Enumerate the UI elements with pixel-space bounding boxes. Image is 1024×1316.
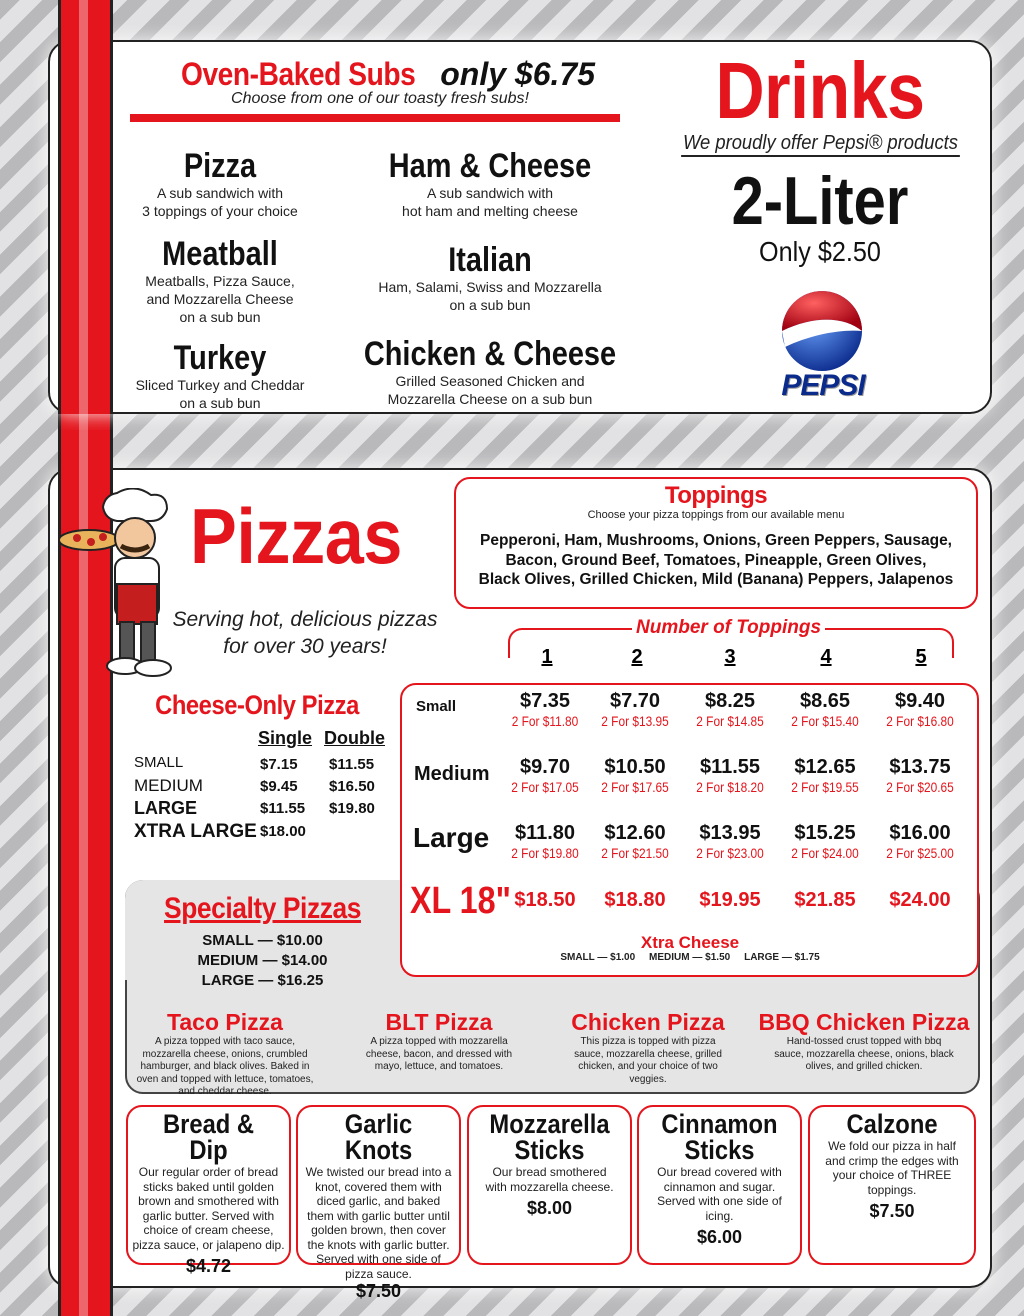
xtra-cheese-heading: Xtra Cheese (640, 933, 740, 952)
specialty-desc: Hand-tossed crust topped with bbq sauce, mozzarella cheese, onions, black olives, and grilled chicken. (774, 1036, 954, 1072)
drinks-price: Only $2.50 (759, 236, 881, 267)
pizzas-heading: Pizzas (190, 492, 402, 580)
side-price: $7.50 (869, 1201, 915, 1221)
specialty-desc: A pizza topped with taco sauce, mozzarella cheese, onions, crumbled hamburger, and black olives. Baked in oven and topped with lettuce, tomatoes, and cheddar cheese. (136, 1036, 314, 1097)
cheese-double-price: $11.55 (329, 756, 375, 773)
two-for-price: 2 For $17.65 (601, 779, 669, 795)
sub-desc: A sub sandwich with 3 toppings of your choice (142, 185, 298, 219)
specialty-desc: This pizza is topped with pizza sauce, mozzarella cheese, grilled chicken, and your choice of two veggies. (574, 1036, 722, 1085)
specialty-heading: Specialty Pizzas (164, 892, 361, 925)
sub-pizza (130, 148, 310, 220)
subs-section (130, 56, 630, 122)
price-cell (777, 756, 873, 796)
price-value: $24.00 (889, 889, 951, 911)
specialty-chicken (543, 1010, 753, 1086)
price-cell (587, 690, 683, 730)
price-cell (497, 690, 593, 730)
pepsi-wordmark: PEPSI (781, 369, 865, 402)
side-price: $8.00 (526, 1198, 573, 1218)
side-mozzarella-sticks (467, 1105, 632, 1265)
pepsi-logo (760, 285, 884, 405)
row-label-small: Small (416, 698, 457, 715)
price-cell (682, 822, 778, 862)
two-for-price: 2 For $25.00 (886, 845, 954, 861)
price-cell (497, 889, 593, 912)
price-value: $7.35 (519, 690, 571, 712)
col-header-2: 2 (631, 646, 643, 668)
subs-tagline: Choose from one of our toasty fresh subs! (231, 90, 529, 107)
drinks-tagline: We proudly offer Pepsi® products (681, 132, 960, 157)
xtra-cheese (420, 934, 960, 963)
cheese-double-price: $19.80 (329, 800, 375, 817)
side-desc: We fold our pizza in half and crimp the edges with your choice of THREE toppings. (825, 1139, 959, 1197)
subs-price: only $6.75 (440, 56, 595, 92)
price-value: $8.65 (799, 690, 851, 712)
red-side-bar-overlay (58, 0, 113, 414)
two-for-price: 2 For $16.80 (886, 713, 954, 729)
subs-underline (130, 114, 620, 122)
price-cell (682, 756, 778, 796)
toppings-list: Pepperoni, Ham, Mushrooms, Onions, Green Peppers, Sausage, Bacon, Ground Beef, Tomatoes, Pineapple, Green Olives, Black Olives, Grilled Chicken, Mild (Banana) Peppers, Jalapenos (478, 532, 954, 588)
specialty-bbq-chicken (754, 1010, 974, 1074)
price-value: $15.25 (794, 822, 856, 844)
two-for-price: 2 For $19.80 (511, 845, 579, 861)
price-value: $16.00 (889, 822, 951, 844)
two-for-price: 2 For $17.05 (511, 779, 579, 795)
toppings-subtitle: Choose your pizza toppings from our available menu (587, 509, 845, 521)
cheese-double-price: $16.50 (329, 778, 375, 795)
two-for-price: 2 For $15.40 (791, 713, 859, 729)
side-desc: We twisted our bread into a knot, covered them with diced garlic, and baked them with garlic butter until golden brown, then cover the knots with garlic butter. Served with one side of pizza sauce. (305, 1165, 452, 1281)
two-for-price: 2 For $23.00 (696, 845, 764, 861)
two-for-price: 2 For $20.65 (886, 779, 954, 795)
cheese-only-heading: Cheese-Only Pizza (155, 690, 359, 720)
specialty-blt (334, 1010, 544, 1074)
price-value: $13.95 (699, 822, 761, 844)
two-for-price: 2 For $11.80 (511, 713, 579, 729)
price-cell (682, 889, 778, 912)
cheese-single-price: $11.55 (260, 800, 306, 817)
price-value: $11.55 (699, 756, 761, 778)
price-value: $12.60 (604, 822, 666, 844)
sub-chicken-cheese (340, 336, 640, 408)
xtra-cheese-prices: SMALL — $1.00 MEDIUM — $1.50 LARGE — $1.75 (560, 952, 820, 963)
specialty-price-medium: MEDIUM — $14.00 (197, 952, 328, 969)
side-desc: Our regular order of bread sticks baked until golden brown and smothered with garlic butter. Served with choice of cream cheese, pizza sauce, or jalapeno dip. (132, 1165, 285, 1252)
specialty-taco (120, 1010, 330, 1099)
side-desc: Our bread smothered with mozzarella cheese. (485, 1165, 614, 1194)
side-price: $6.00 (696, 1227, 743, 1247)
price-cell (587, 822, 683, 862)
price-value: $19.95 (699, 889, 761, 911)
side-garlic-knots (296, 1105, 461, 1301)
two-for-price: 2 For $24.00 (791, 845, 859, 861)
cheese-only-section (130, 690, 390, 848)
chef-mascot (55, 488, 185, 688)
price-value: $13.75 (889, 756, 951, 778)
specialty-price-large: LARGE — $16.25 (201, 972, 324, 989)
row-label-medium: Medium (414, 763, 490, 785)
drinks-section (660, 46, 980, 267)
sub-desc: Meatballs, Pizza Sauce, and Mozzarella Cheese on a sub bun (145, 273, 295, 325)
specialty-price-small: SMALL — $10.00 (202, 932, 323, 949)
sub-desc: A sub sandwich with hot ham and melting cheese (402, 185, 578, 219)
side-name: Cinnamon Sticks (661, 1109, 778, 1165)
sub-turkey (125, 340, 315, 412)
price-cell (497, 756, 593, 796)
two-for-price: 2 For $21.50 (601, 845, 669, 861)
two-for-price: 2 For $19.55 (791, 779, 859, 795)
price-cell (682, 690, 778, 730)
price-cell (777, 889, 873, 912)
row-label-large: Large (413, 822, 490, 853)
side-name: Garlic Knots (344, 1109, 413, 1165)
sub-italian (360, 242, 620, 314)
col-header-5: 5 (915, 646, 927, 668)
sub-name: Italian (448, 241, 532, 279)
cheese-single-price: $18.00 (260, 823, 306, 840)
pizzas-tagline: Serving hot, delicious pizzas for over 30 years! (172, 608, 438, 658)
side-calzone (808, 1105, 976, 1265)
price-cell (872, 889, 968, 912)
chef-icon (55, 488, 185, 688)
drinks-heading: Drinks (715, 46, 925, 135)
col-header-1: 1 (541, 646, 553, 668)
price-value: $9.40 (894, 690, 946, 712)
price-cell (872, 690, 968, 730)
side-price: $4.72 (185, 1256, 232, 1276)
price-value: $9.70 (519, 756, 571, 778)
side-price: $7.50 (355, 1281, 402, 1301)
col-header-3: 3 (724, 646, 736, 668)
price-value: $18.80 (604, 889, 666, 911)
cheese-size: XTRA LARGE (134, 821, 257, 842)
specialty-name: Taco Pizza (167, 1009, 283, 1035)
cheese-size: LARGE (134, 798, 197, 818)
col-double: Double (324, 728, 385, 748)
sub-desc: Ham, Salami, Swiss and Mozzarella on a sub bun (378, 279, 602, 313)
col-single: Single (258, 728, 313, 748)
side-name: Bread & Dip (162, 1109, 255, 1165)
price-cell (587, 756, 683, 796)
sub-ham-cheese (360, 148, 620, 220)
specialty-name: Chicken Pizza (571, 1009, 725, 1035)
side-cinnamon-sticks (637, 1105, 802, 1265)
sub-meatball (125, 236, 315, 326)
sub-name: Ham & Cheese (388, 147, 592, 185)
col-header-4: 4 (820, 646, 832, 668)
cheese-size: SMALL (134, 754, 184, 771)
price-value: $12.65 (794, 756, 856, 778)
subs-heading: Oven-Baked Subs (180, 56, 416, 92)
price-cell (872, 822, 968, 862)
price-cell (587, 889, 683, 912)
cheese-size: MEDIUM (134, 776, 203, 795)
toppings-heading: Toppings (664, 482, 768, 509)
price-cell (777, 822, 873, 862)
sub-name: Pizza (183, 147, 257, 185)
side-name: Calzone (846, 1109, 938, 1139)
price-value: $10.50 (604, 756, 666, 778)
price-value: $21.85 (794, 889, 856, 911)
side-name: Mozzarella Sticks (489, 1109, 610, 1165)
two-for-price: 2 For $14.85 (696, 713, 764, 729)
two-for-price: 2 For $18.20 (696, 779, 764, 795)
toppings-box (454, 477, 978, 609)
specialty-desc: A pizza topped with mozzarella cheese, bacon, and dressed with mayo, lettuce, and tomatoes. (365, 1036, 513, 1072)
price-value: $7.70 (609, 690, 661, 712)
drinks-size: 2-Liter (731, 163, 909, 239)
sub-name: Turkey (173, 339, 267, 377)
price-cell (497, 822, 593, 862)
specialty-name: BBQ Chicken Pizza (758, 1009, 970, 1035)
specialty-header (140, 893, 385, 991)
cheese-single-price: $9.45 (260, 778, 298, 795)
cheese-single-price: $7.15 (260, 756, 298, 773)
sub-name: Chicken & Cheese (363, 335, 617, 373)
two-for-price: 2 For $13.95 (601, 713, 669, 729)
row-label-xl: XL 18" (410, 880, 511, 922)
sub-desc: Grilled Seasoned Chicken and Mozzarella Cheese on a sub bun (387, 373, 593, 407)
sub-name: Meatball (162, 235, 278, 273)
side-bread-dip (126, 1105, 291, 1276)
price-cell (777, 690, 873, 730)
price-cell (872, 756, 968, 796)
sub-desc: Sliced Turkey and Cheddar on a sub bun (135, 377, 305, 411)
specialty-name: BLT Pizza (385, 1009, 493, 1035)
number-of-toppings-heading: Number of Toppings (632, 617, 825, 639)
price-value: $11.80 (514, 822, 576, 844)
side-desc: Our bread covered with cinnamon and sugar. Served with one side of icing. (657, 1165, 782, 1223)
price-value: $8.25 (704, 690, 756, 712)
price-value: $18.50 (514, 889, 576, 911)
